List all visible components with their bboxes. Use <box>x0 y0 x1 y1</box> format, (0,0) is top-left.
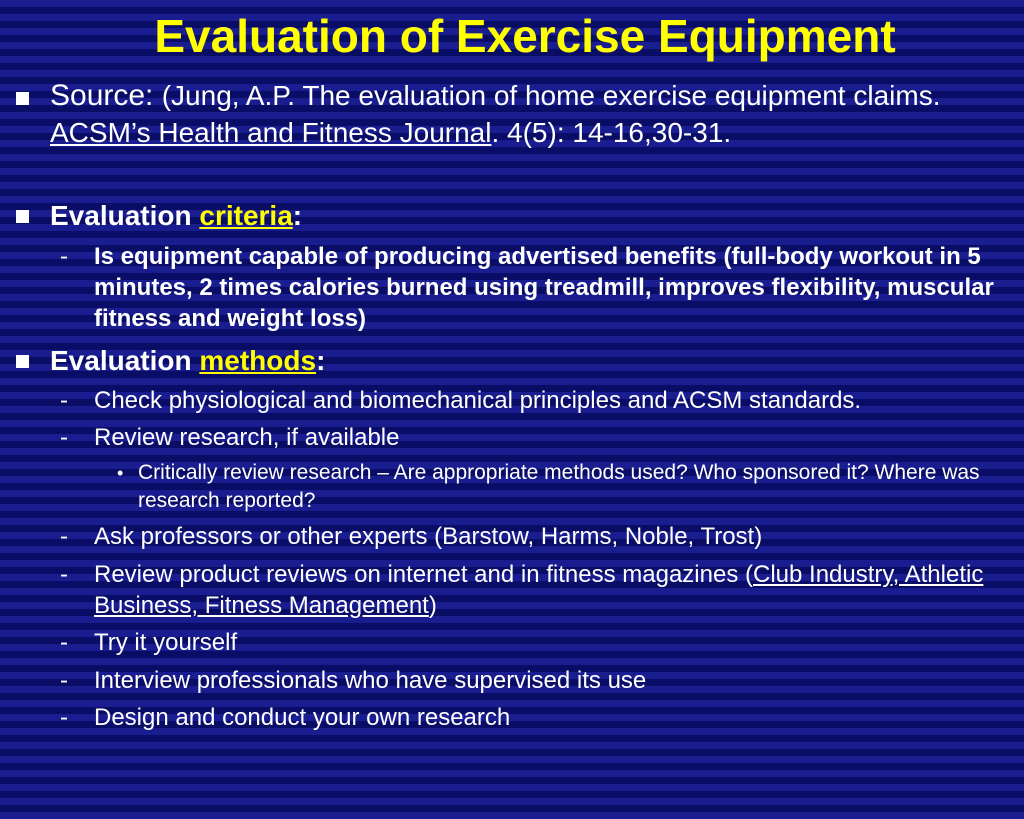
dash-bullet-icon: - <box>60 704 68 731</box>
criteria-colon: : <box>292 200 303 231</box>
reviews-text-end: ) <box>428 592 437 619</box>
source-text-end: . 4(5): 14-16,30-31. <box>491 117 732 148</box>
dash-bullet-icon: - <box>60 243 68 270</box>
criteria-link[interactable]: criteria <box>199 200 293 231</box>
method-item: Design and conduct your own research <box>94 704 511 731</box>
methods-heading <box>50 343 1000 379</box>
dash-bullet-icon: - <box>60 561 68 588</box>
dash-bullet-icon: - <box>60 667 68 694</box>
method-item: Review research, if available <box>94 424 400 451</box>
square-bullet-icon <box>16 355 29 368</box>
dash-bullet-icon: - <box>60 387 68 414</box>
method-sub-item: Critically review research – Are appropriate methods used? Who sponsored it? Where was research reported? <box>138 461 980 512</box>
methods-link[interactable]: methods <box>199 345 317 376</box>
source-label: Source: <box>50 79 154 112</box>
method-item: Check physiological and biomechanical principles and ACSM standards. <box>94 387 862 414</box>
criteria-bullet: Is equipment capable of producing advertised benefits (full-body workout in 5 minutes, 2 times calories burned using treadmill, improves flexibility, muscular fitness and weight loss) <box>94 243 994 332</box>
reviews-text-start: Review product reviews on internet and in fitness magazines ( <box>94 561 753 588</box>
criteria-label: Evaluation <box>50 200 192 231</box>
dot-bullet-icon: • <box>117 463 124 483</box>
source-citation <box>50 77 1000 151</box>
square-bullet-icon <box>16 92 29 105</box>
method-item: Interview professionals who have supervised its use <box>94 667 647 694</box>
methods-label: Evaluation <box>50 345 192 376</box>
source-text-start: (Jung, A.P. The evaluation of home exercise equipment claims. <box>161 80 941 111</box>
methods-colon: : <box>316 345 326 376</box>
method-item: Try it yourself <box>94 629 238 656</box>
criteria-heading <box>50 198 1000 234</box>
slide-title: Evaluation of Exercise Equipment <box>154 10 896 62</box>
method-item-reviews <box>94 559 1014 621</box>
dash-bullet-icon: - <box>60 523 68 550</box>
dash-bullet-icon: - <box>60 629 68 656</box>
journal-link[interactable]: ACSM’s Health and Fitness Journal <box>50 117 492 148</box>
dash-bullet-icon: - <box>60 424 68 451</box>
magazines-link[interactable]: Club Industry, Athletic Business, Fitness Management <box>94 561 984 619</box>
method-item: Ask professors or other experts (Barstow, Harms, Noble, Trost) <box>94 523 763 550</box>
square-bullet-icon <box>16 210 29 223</box>
